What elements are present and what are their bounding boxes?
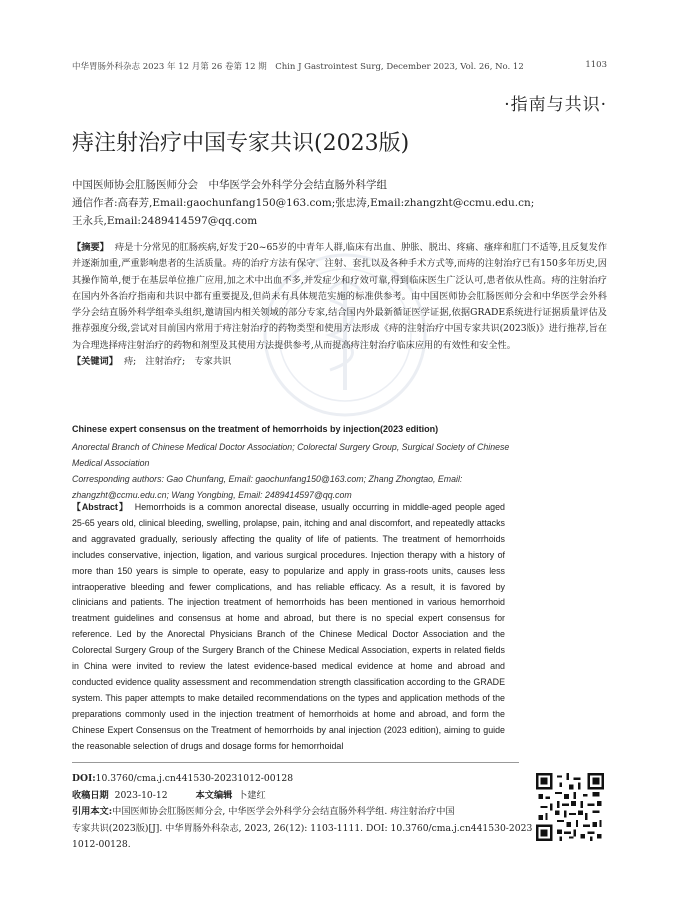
running-header <box>72 60 607 72</box>
article-title: 痔注射治疗中国专家共识(2023版) <box>72 131 410 156</box>
english-abstract <box>72 500 505 755</box>
citation-line3: 1012-00128. <box>72 839 131 850</box>
journal-header: 中华胃肠外科杂志 2023 年 12 月第 26 卷第 12 期 Chin J Gastrointest Surg, December 2023, Vol. 26, No. 12 <box>72 62 524 72</box>
chinese-abstract-body <box>72 240 607 354</box>
doi-label: DOI: <box>72 773 96 784</box>
article-metadata <box>72 771 533 854</box>
corresponding-authors-line2: 王永兵,Email:2489414597@qq.com <box>72 215 258 227</box>
received-label: 收稿日期 <box>72 789 109 801</box>
abstract-text-en: Hemorrhoids is a common anorectal disease, usually occurring in middle-aged people aged 25-65 years old, clinical bleeding, swelling, prolapse, pain, itching and anal discomfort, and repeatedly attacks and aggravated gradually, seriously affecting the quality of life of patients. The treatment of hemorrhoids includes conservative, injection, ligation, and various surgical procedures. Injection therapy with a history of more than 150 years is simple to operate, easy to popularize and apply in grass-roots units, causes less intraoperative bleeding and fewer complications, and has reliable efficacy. As a result, it is favored by clinicians and patients. The injection treatment of hemorrhoids has been mentioned in various hemorrhoid treatment guidelines and consensus at home and abroad, but there is no special expert consensus for reference. Led by the Anorectal Physicians Branch of the Chinese Medical Doctor Association and the Colorectal Surgery Group of the Surgery Branch of the Chinese Medical Association, experts in related fields in China were invited to review the latest evidence-based medical evidence at home and abroad and conducted evidence quality assessment and recommendation strength classification according to the GRADE system. This paper attempts to make detailed recommendations on the types and application methods of the preparations commonly used in the injection treatment of hemorrhoids at home and abroad, and form the Chinese Expert Consensus on the Treatment of hemorrhoids by anal injection (2023 edition), aiming to guide the reasonable selection of drugs and dosage forms for hemorrhoidal <box>72 502 505 751</box>
section-tag: ·指南与共识· <box>504 95 607 115</box>
received-date: 2023-10-12 <box>114 789 168 801</box>
page-number: 1103 <box>585 60 607 70</box>
qr-code[interactable] <box>536 773 604 841</box>
english-title: Chinese expert consensus on the treatment of hemorrhoids by injection(2023 edition) <box>72 424 439 434</box>
citation-label: 引用本文: <box>72 806 113 817</box>
author-organizations: 中国医师协会肛肠医师分会 中华医学会外科学分会结直肠外科学组 <box>72 179 387 191</box>
english-affiliation: Anorectal Branch of Chinese Medical Doctor Association; Colorectal Surgery Group, Surgical Society of Chinese Medical Association <box>72 442 510 468</box>
keywords-text-cn: 痔; 注射治疗; 专家共识 <box>123 356 232 368</box>
footnote-divider <box>72 762 519 763</box>
editor-label: 本文编辑 <box>195 789 233 801</box>
abstract-text-cn: 痔是十分常见的肛肠疾病,好发于20~65岁的中青年人群,临床有出血、肿胀、脱出、疼痛、瘙痒和肛门不适等,且反复发作并逐渐加重,严重影响患者的生活质量。痔的治疗方法有保守、注射、套扎以及各种手术方式等,而痔的注射治疗已有150多年历史,因其操作简单,便于在基层单位推广应用,加之术中出血不多,并发症少和疗效可靠,得到临床医生广泛认可,患者依从性高。痔的注射治疗在国内外各治疗指南和共识中都有重要提及,但尚未有具体规范实施的标准供参考。由中国医师协会肛肠医师分会和中华医学会外科学分会结直肠外科学组牵头组织,邀请国内相关领域的部分专家,结合国内外最新循证医学证据,依据GRADE系统进行证据质量评估及推荐强度分级,尝试对目前国内常用于痔注射治疗的药物类型和使用方法形成《痔的注射治疗中国专家共识(2023版)》进行推荐,旨在为合理选择痔注射治疗的药物和剂型及其使用方法提供参考,从而提高痔注射治疗临床应用的有效性和安全性。 <box>72 242 608 351</box>
english-corresponding-authors: Corresponding authors: Gao Chunfang, Email: gaochunfang150@163.com; Zhang Zhongtao, Email: zhangzht@ccmu.edu.cn; Wang Yongbing, Email: 2489414597@qq.com <box>72 474 463 500</box>
citation-line2: 专家共识(2023版)[J]. 中华胃肠外科杂志, 2023, 26(12): 1103-1111. DOI: 10.3760/cma.j.cn441530-2023 <box>72 822 533 834</box>
author-block <box>72 176 617 230</box>
doi-row <box>72 771 527 788</box>
citation-line1 <box>72 804 527 821</box>
received-row <box>72 788 527 805</box>
doi-value[interactable]: 10.3760/cma.j.cn441530-20231012-00128 <box>95 773 294 784</box>
keywords-cn <box>72 354 607 370</box>
chinese-abstract <box>72 240 607 370</box>
editor-name: 卜建红 <box>238 789 266 801</box>
abstract-label-en: 【Abstract】 <box>72 502 129 512</box>
abstract-label-cn: 【摘要】 <box>72 242 109 253</box>
citation-text-1: 中国医师协会肛肠医师分会, 中华医学会外科学分会结直肠外科学组. 痔注射治疗中国 <box>112 806 455 817</box>
keywords-label-cn: 【关键词】 <box>72 356 118 368</box>
corresponding-authors-line1: 通信作者:高春芳,Email:gaochunfang150@163.com;张忠涛,Email:zhangzht@ccmu.edu.cn; <box>72 197 535 209</box>
